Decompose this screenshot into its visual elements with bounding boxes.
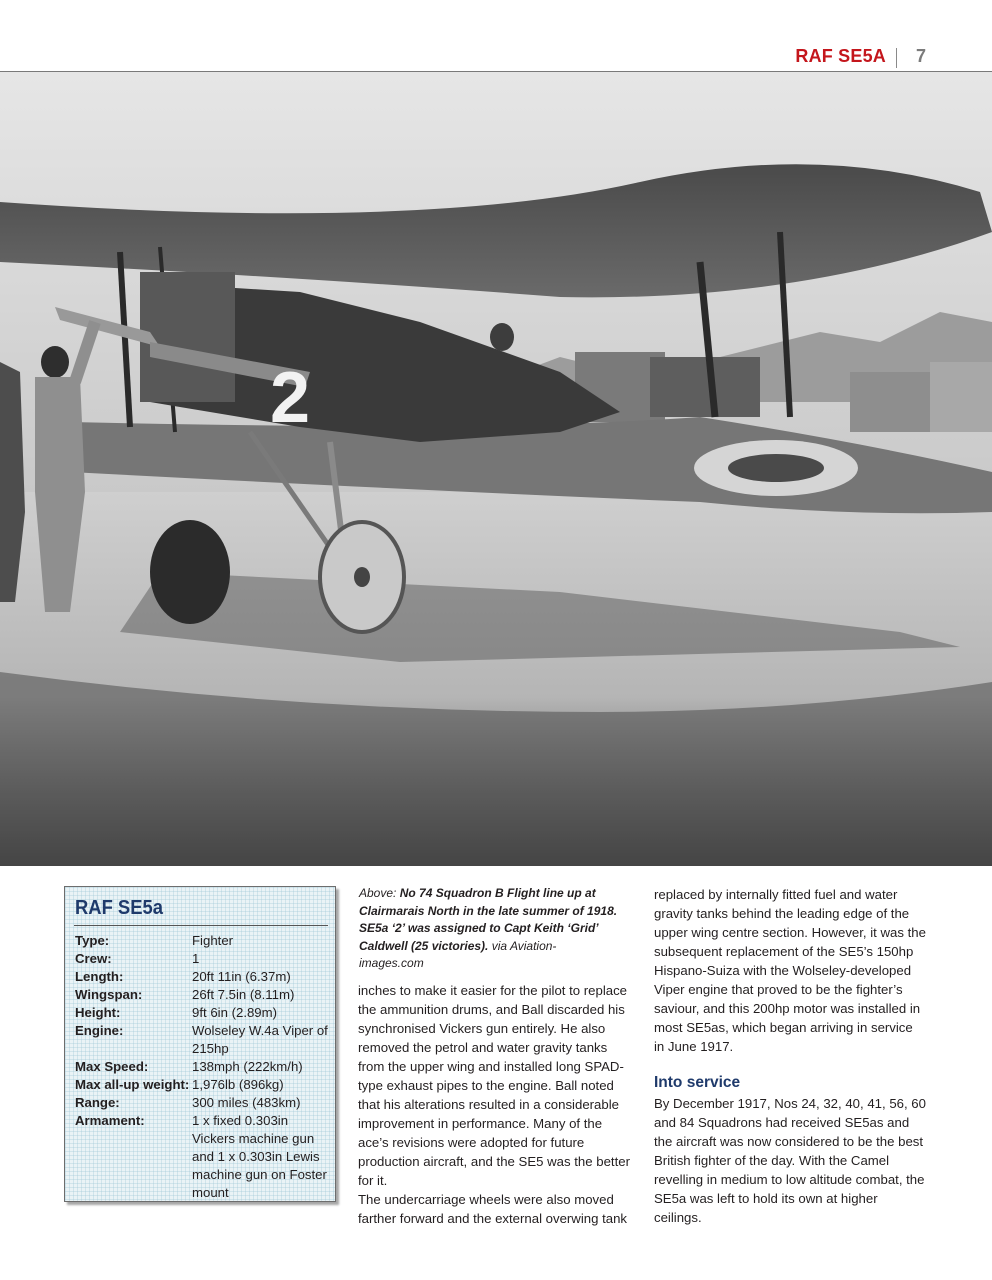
- biplane-illustration: [0, 72, 992, 866]
- spec-value: Fighter: [192, 933, 234, 948]
- spec-row: [75, 1022, 330, 1058]
- header-divider: [896, 48, 897, 68]
- specification-box: [64, 886, 336, 1202]
- spec-label: Max all-up weight:: [75, 1077, 190, 1092]
- spec-label: Length:: [75, 969, 124, 984]
- spec-row: [75, 1094, 330, 1112]
- body-paragraph: By December 1917, Nos 24, 32, 40, 41, 56, 60 and 84 Squadrons had received SE5as and the aircraft was now considered to be the best British fighter of the day. With the Camel revelling in medium to low altitude combat, the SE5a was left to hold its own at higher ceilings.: [654, 1096, 926, 1225]
- spec-value: 300 miles (483km): [192, 1095, 301, 1110]
- spec-label: Armament:: [75, 1113, 145, 1128]
- spec-value: Wolseley W.4a Viper of 215hp: [192, 1023, 328, 1056]
- spec-label: Engine:: [75, 1023, 124, 1038]
- body-paragraph: The undercarriage wheels were also moved farther forward and the external overwing tank: [358, 1192, 628, 1226]
- aircraft-marking: 2: [270, 358, 311, 438]
- spec-row: [75, 1112, 330, 1202]
- spec-row: [75, 1058, 330, 1076]
- spec-title-rule: [74, 925, 328, 926]
- spec-row: [75, 1076, 330, 1094]
- spec-value: 20ft 11in (6.37m): [192, 969, 291, 984]
- spec-row: [75, 932, 330, 950]
- page-number: 7: [916, 46, 927, 66]
- spec-label: Crew:: [75, 951, 112, 966]
- spec-value: 9ft 6in (2.89m): [192, 1005, 278, 1020]
- spec-row: [75, 950, 330, 968]
- spec-label: Type:: [75, 933, 110, 948]
- caption-prefix: Above:: [359, 886, 400, 900]
- spec-label: Height:: [75, 1005, 121, 1020]
- biplane-photo: [0, 72, 992, 866]
- spec-row: [75, 1004, 330, 1022]
- spec-value: 1: [192, 951, 200, 966]
- body-paragraph: replaced by internally fitted fuel and water gravity tanks behind the leading edge of the upper wing centre section. However, it was the subsequent replacement of the SE5’s 150hp Hispano-Suiza with the Wolseley-developed Viper engine that proved to be the fighter’s saviour, and this 200hp motor was installed in most SE5as, which began arriving in service in June 1917.: [654, 887, 926, 1054]
- spec-value: 26ft 7.5in (8.11m): [192, 987, 295, 1002]
- caption-text: No 74 Squadron B Flight line up at Clairmarais North in the late summer of 1918. SE5a ‘2’ was assigned to Capt Keith ‘Grid’ Caldwell (25 victories).: [359, 886, 618, 953]
- spec-value: 1,976lb (896kg): [192, 1077, 284, 1092]
- spec-row: [75, 986, 330, 1004]
- section-title: RAF SE5A: [795, 46, 886, 66]
- spec-value: 138mph (222km/h): [192, 1059, 303, 1074]
- spec-title: RAF SE5a: [75, 897, 163, 919]
- spec-label: Wingspan:: [75, 987, 143, 1002]
- spec-row: [75, 968, 330, 986]
- page-header: [0, 0, 992, 72]
- spec-label: Max Speed:: [75, 1059, 149, 1074]
- caption-credit: via Aviation-images.com: [359, 938, 557, 970]
- body-column-2: [654, 885, 926, 1227]
- subheading: Into service: [654, 1074, 741, 1091]
- spec-label: Range:: [75, 1095, 120, 1110]
- body-column-1: [358, 981, 634, 1228]
- spec-list: [75, 932, 330, 1202]
- body-paragraph: inches to make it easier for the pilot to replace the ammunition drums, and Ball discarded his synchronised Vickers gun entirely. He also removed the petrol and water gravity tanks from the upper wing and installed long SPAD-type exhaust pipes to the engine. Ball noted that his alterations resulted in a considerable improvement in performance. Many of the ace’s revisions were adopted for future production aircraft, and the SE5 was the better for it.: [358, 983, 630, 1188]
- photo-caption: [359, 885, 621, 973]
- spec-value: 1 x fixed 0.303in Vickers machine gun and 1 x 0.303in Lewis machine gun on Foster mount: [192, 1113, 327, 1200]
